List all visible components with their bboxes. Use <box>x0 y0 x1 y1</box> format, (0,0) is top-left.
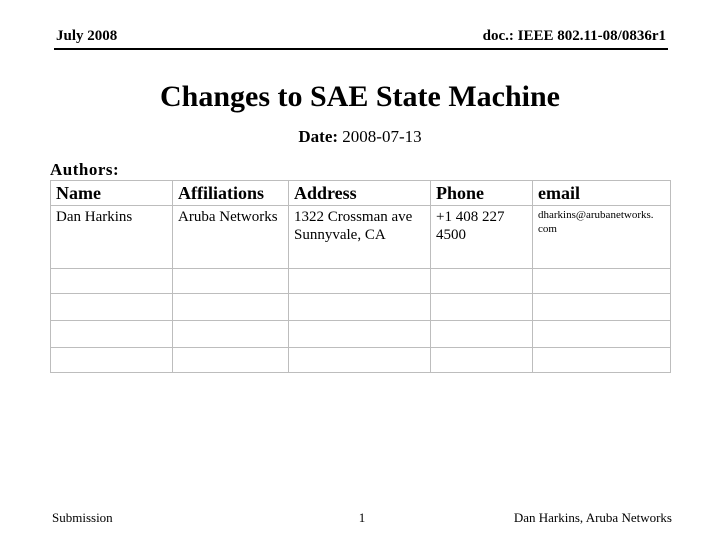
cell-name: Dan Harkins <box>51 206 173 269</box>
cell-affiliation: Aruba Networks <box>173 206 289 269</box>
empty-cell <box>289 294 431 321</box>
empty-cell <box>173 269 289 294</box>
slide-title: Changes to SAE State Machine <box>159 80 560 113</box>
empty-cell <box>289 321 431 348</box>
footer-submission: Submission <box>52 510 113 525</box>
empty-cell <box>431 294 533 321</box>
cell-address <box>289 206 431 269</box>
date-line <box>0 127 720 147</box>
phone-line-2: 4500 <box>436 227 466 243</box>
col-header-name: Name <box>51 181 173 206</box>
empty-cell <box>533 348 671 373</box>
empty-cell <box>51 269 173 294</box>
address-line-1: 1322 Crossman ave <box>294 209 413 225</box>
email-line-1: dharkins@arubanetworks. <box>538 209 654 221</box>
authors-table <box>50 180 671 373</box>
empty-cell <box>533 321 671 348</box>
date-label: Date: <box>298 127 339 146</box>
empty-cell <box>173 321 289 348</box>
header-doc-id: doc.: IEEE 802.11-08/0836r1 <box>482 28 666 44</box>
col-header-email: email <box>533 181 671 206</box>
cell-phone <box>431 206 533 269</box>
email-line-2: com <box>538 223 557 235</box>
empty-cell <box>173 348 289 373</box>
empty-cell <box>173 294 289 321</box>
header-date: July 2008 <box>56 28 118 44</box>
cell-email <box>533 206 671 269</box>
date-value: 2008-07-13 <box>342 127 422 146</box>
table-row-empty <box>51 269 671 294</box>
empty-cell <box>431 348 533 373</box>
empty-cell <box>431 269 533 294</box>
empty-cell <box>51 321 173 348</box>
empty-cell <box>289 348 431 373</box>
empty-cell <box>51 294 173 321</box>
col-header-affiliations: Affiliations <box>173 181 289 206</box>
phone-line-1: +1 408 227 <box>436 209 505 225</box>
table-row-empty <box>51 348 671 373</box>
table-row-empty <box>51 321 671 348</box>
header-divider <box>54 48 668 50</box>
footer-author: Dan Harkins, Aruba Networks <box>513 510 672 525</box>
empty-cell <box>289 269 431 294</box>
col-header-address: Address <box>289 181 431 206</box>
empty-cell <box>51 348 173 373</box>
col-header-phone: Phone <box>431 181 533 206</box>
empty-cell <box>533 269 671 294</box>
table-row <box>51 206 671 269</box>
address-line-2: Sunnyvale, CA <box>294 227 386 243</box>
table-row-empty <box>51 294 671 321</box>
table-header-row <box>51 181 671 206</box>
empty-cell <box>533 294 671 321</box>
footer-page-number: 1 <box>358 510 366 525</box>
empty-cell <box>431 321 533 348</box>
authors-label: Authors: <box>50 160 120 179</box>
